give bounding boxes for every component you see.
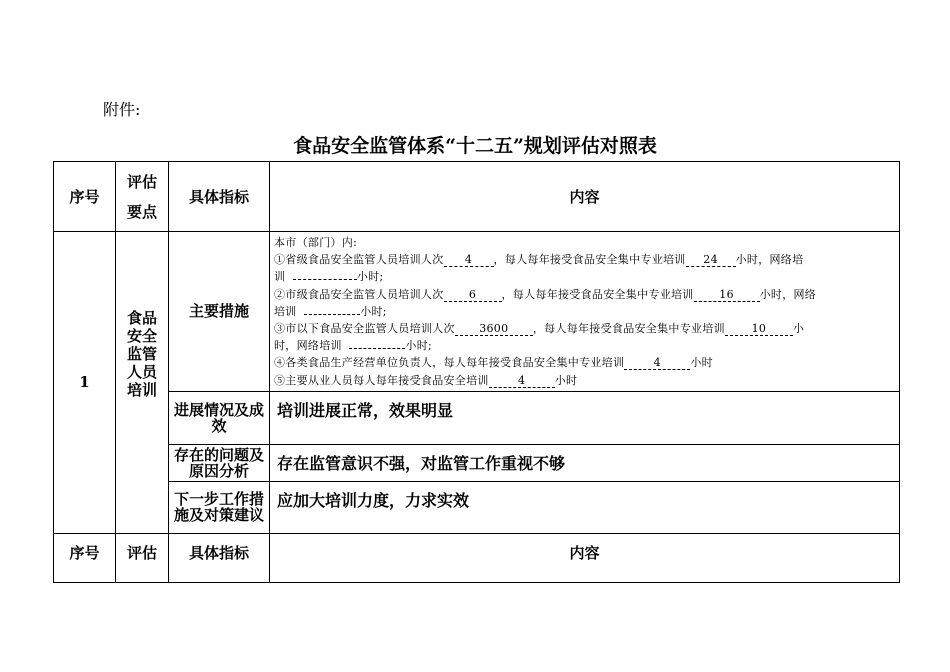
indicator-next-steps: 下一步工作措施及对策建议 [169, 481, 270, 533]
measures-item-5 [274, 372, 895, 389]
footer-header-content: 内容 [270, 533, 900, 582]
header-key-point-line1: 评估 [126, 172, 157, 191]
evaluation-table [53, 161, 900, 583]
page-title: 食品安全监管体系“十二五”规划评估对照表 [293, 135, 657, 157]
row-key-point [116, 232, 169, 534]
item3-text-a: ③市以下食品安全监管人员培训人次 [274, 322, 455, 336]
item1-value-hours: 24 [686, 253, 736, 267]
item5-text-a: ⑤主要从业人员每人每年接受食品安全培训 [274, 373, 489, 387]
item5-text-b: 小时 [554, 373, 578, 387]
item1-text-b: ，每人每年接受食品安全集中专业培训 [493, 253, 686, 267]
progress-content: 培训进展正常，效果明显 [270, 391, 900, 444]
measures-item-1-cont [274, 268, 895, 285]
item4-text-b: 小时 [690, 356, 713, 370]
next-steps-content: 应加大培训力度，力求实效 [270, 481, 900, 533]
item4-value-hours: 4 [624, 356, 690, 370]
table-row-problems [54, 444, 900, 481]
item2-value-hours: 16 [694, 288, 760, 302]
header-number: 序号 [54, 162, 116, 232]
item2-text-c: 小时，网络 [759, 287, 817, 301]
item2-text-d: 培训 [274, 304, 297, 318]
table-row-main-measures [54, 232, 900, 392]
row-number: 1 [54, 232, 116, 534]
measures-intro: 本市（部门）内: [274, 236, 358, 249]
item2-text-b: ，每人每年接受食品安全集中专业培训 [501, 287, 694, 301]
table-header-row [54, 162, 900, 232]
key-point-line: 食品 [126, 309, 157, 328]
header-key-point [116, 162, 169, 232]
item3-value-hours: 10 [725, 322, 793, 336]
indicator-main-measures: 主要措施 [169, 232, 270, 392]
item3-text-e: 小时; [405, 339, 433, 353]
footer-header-key-point: 评估 [116, 533, 169, 582]
measures-item-3 [274, 320, 895, 337]
header-content: 内容 [270, 162, 900, 232]
item1-value-online [293, 279, 357, 280]
item1-text-a: ①省级食品安全监管人员培训人次 [274, 253, 444, 267]
measures-item-1 [274, 251, 895, 268]
item2-value-count: 6 [444, 288, 502, 302]
indicator-problems: 存在的问题及原因分析 [169, 444, 270, 481]
header-key-point-line2: 要点 [126, 202, 157, 221]
item2-value-online [304, 314, 360, 315]
indicator-progress: 进展情况及成效 [169, 391, 270, 444]
item3-text-b: ，每人每年接受食品安全集中专业培训 [532, 322, 725, 336]
main-measures-content [270, 232, 900, 392]
key-point-line: 培训 [126, 381, 157, 400]
item3-text-c: 小 [792, 322, 805, 336]
measures-item-2 [274, 286, 895, 303]
item3-text-d: 时，网络培训 [274, 339, 342, 353]
item1-text-d: 训 [274, 270, 286, 284]
table-row-next-steps [54, 481, 900, 533]
problems-content: 存在监管意识不强，对监管工作重视不够 [270, 444, 900, 481]
item1-value-count: 4 [444, 253, 494, 267]
item2-text-e: 小时; [360, 304, 387, 318]
key-point-line: 人员 [126, 363, 157, 382]
item4-text-a: ④各类食品生产经营单位负责人，每人每年接受食品安全集中专业培训 [274, 356, 625, 370]
footer-header-number: 序号 [54, 533, 116, 582]
header-indicator: 具体指标 [169, 162, 270, 232]
item1-text-e: 小时; [356, 270, 384, 284]
measures-item-4 [274, 354, 895, 371]
item5-value-hours: 4 [489, 374, 555, 388]
measures-item-3-cont [274, 337, 895, 354]
item3-value-count: 3600 [455, 322, 533, 336]
item2-text-a: ②市级食品安全监管人员培训人次 [274, 287, 444, 301]
key-point-line: 安全 [126, 327, 157, 346]
key-point-line: 监管 [126, 345, 157, 364]
attachment-label: 附件: [103, 100, 141, 119]
table-row-progress [54, 391, 900, 444]
item3-value-online [349, 348, 405, 349]
table-footer-header-row [54, 533, 900, 582]
footer-header-indicator: 具体指标 [169, 533, 270, 582]
measures-item-2-cont [274, 303, 895, 320]
item1-text-c: 小时，网络培 [735, 253, 804, 267]
